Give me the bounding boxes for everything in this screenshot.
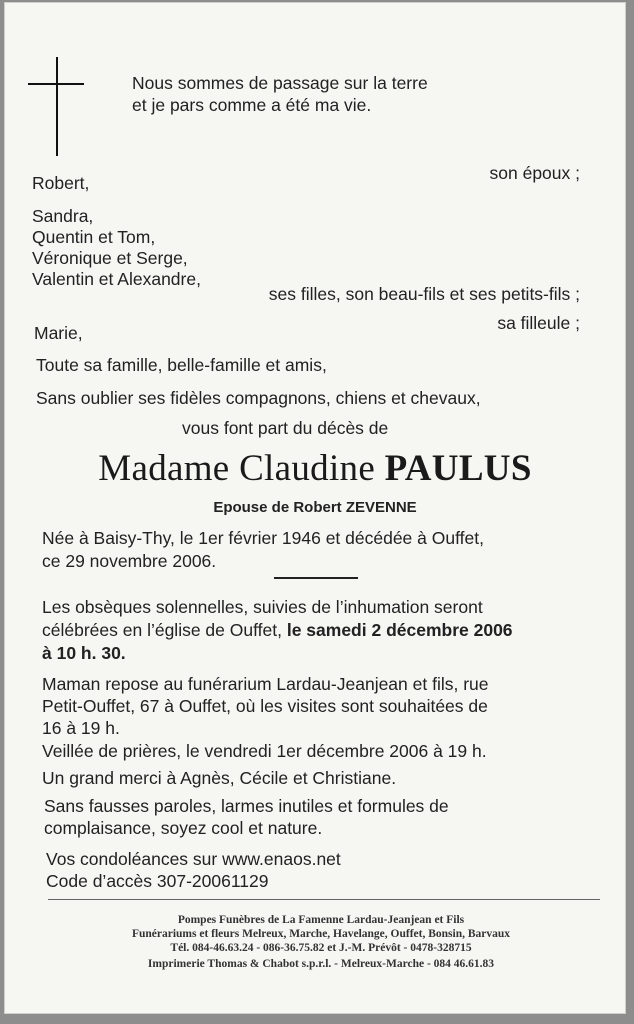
cross-icon: [56, 57, 58, 156]
funeral-line-1: Les obsèques solennelles, suivies de l’inhumation seront: [42, 597, 483, 617]
deceased-surname: PAULUS: [384, 448, 532, 489]
footer-line-1: Pompes Funèbres de La Famenne Lardau-Jeanjean et Fils: [177, 914, 465, 926]
family-line: Toute sa famille, belle-famille et amis,: [36, 355, 327, 375]
grandsons-1: Quentin et Tom,: [32, 227, 156, 247]
verse-line-1: Nous sommes de passage sur la terre: [132, 73, 428, 93]
wish-line-1: Sans fausses paroles, larmes inutiles et formules de: [44, 796, 449, 816]
grandsons-2: Valentin et Alexandre,: [32, 269, 201, 289]
footer-line-3: Tél. 084-46.63.24 - 086-36.75.82 et J.-M. Prévôt - 0478-328715: [170, 942, 472, 954]
birth-line-1: Née à Baisy-Thy, le 1er février 1946 et décédée à Ouffet,: [42, 528, 484, 548]
husband-name: Robert,: [32, 173, 90, 193]
spouse-line: Epouse de Robert ZEVENNE: [213, 499, 417, 516]
funeral-line-2: [42, 619, 513, 641]
wish-line-2: complaisance, soyez cool et nature.: [44, 818, 323, 838]
rest-line-3: 16 à 19 h.: [42, 718, 120, 738]
access-code: Code d’accès 307-20061129: [46, 871, 269, 891]
funeral-time: à 10 h. 30.: [42, 643, 126, 663]
funeral-date: le samedi 2 décembre 2006: [286, 620, 513, 640]
children-role: ses filles, son beau-fils et ses petits-fils ;: [268, 284, 580, 304]
deceased-name: [4, 447, 626, 490]
announce-line: vous font part du décès de: [182, 418, 389, 438]
cross-icon-bar: [28, 83, 84, 85]
thanks-line: Un grand merci à Agnès, Cécile et Christiane.: [42, 768, 397, 788]
rest-line-2: Petit-Ouffet, 67 à Ouffet, où les visites sont souhaitées de: [42, 696, 488, 716]
daughter-1: Sandra,: [32, 206, 94, 226]
obituary-card: [4, 2, 626, 1014]
deceased-prefix: Madame Claudine: [98, 448, 376, 489]
goddaughter-role: sa filleule ;: [497, 313, 580, 333]
verse-line-2: et je pars comme a été ma vie.: [132, 95, 372, 115]
birth-line-2: ce 29 novembre 2006.: [42, 551, 217, 571]
funeral-church: célébrées en l’église de Ouffet,: [42, 620, 287, 640]
footer-line-4: Imprimerie Thomas & Chabot s.p.r.l. - Melreux-Marche - 084 46.61.83: [147, 958, 495, 970]
condolences-line: Vos condoléances sur www.enaos.net: [46, 849, 341, 869]
goddaughter-name: Marie,: [34, 323, 83, 343]
rest-line-1: Maman repose au funérarium Lardau-Jeanjean et fils, rue: [42, 674, 489, 694]
footer-line-2: Funérariums et fleurs Melreux, Marche, Havelange, Ouffet, Bonsin, Barvaux: [131, 928, 511, 940]
husband-role: son époux ;: [489, 163, 580, 183]
pets-line: Sans oublier ses fidèles compagnons, chiens et chevaux,: [36, 388, 481, 408]
daughter-2: Véronique et Serge,: [32, 248, 188, 268]
vigil-line: Veillée de prières, le vendredi 1er décembre 2006 à 19 h.: [42, 741, 487, 761]
footer-divider: [48, 899, 600, 900]
separator: [274, 577, 358, 579]
